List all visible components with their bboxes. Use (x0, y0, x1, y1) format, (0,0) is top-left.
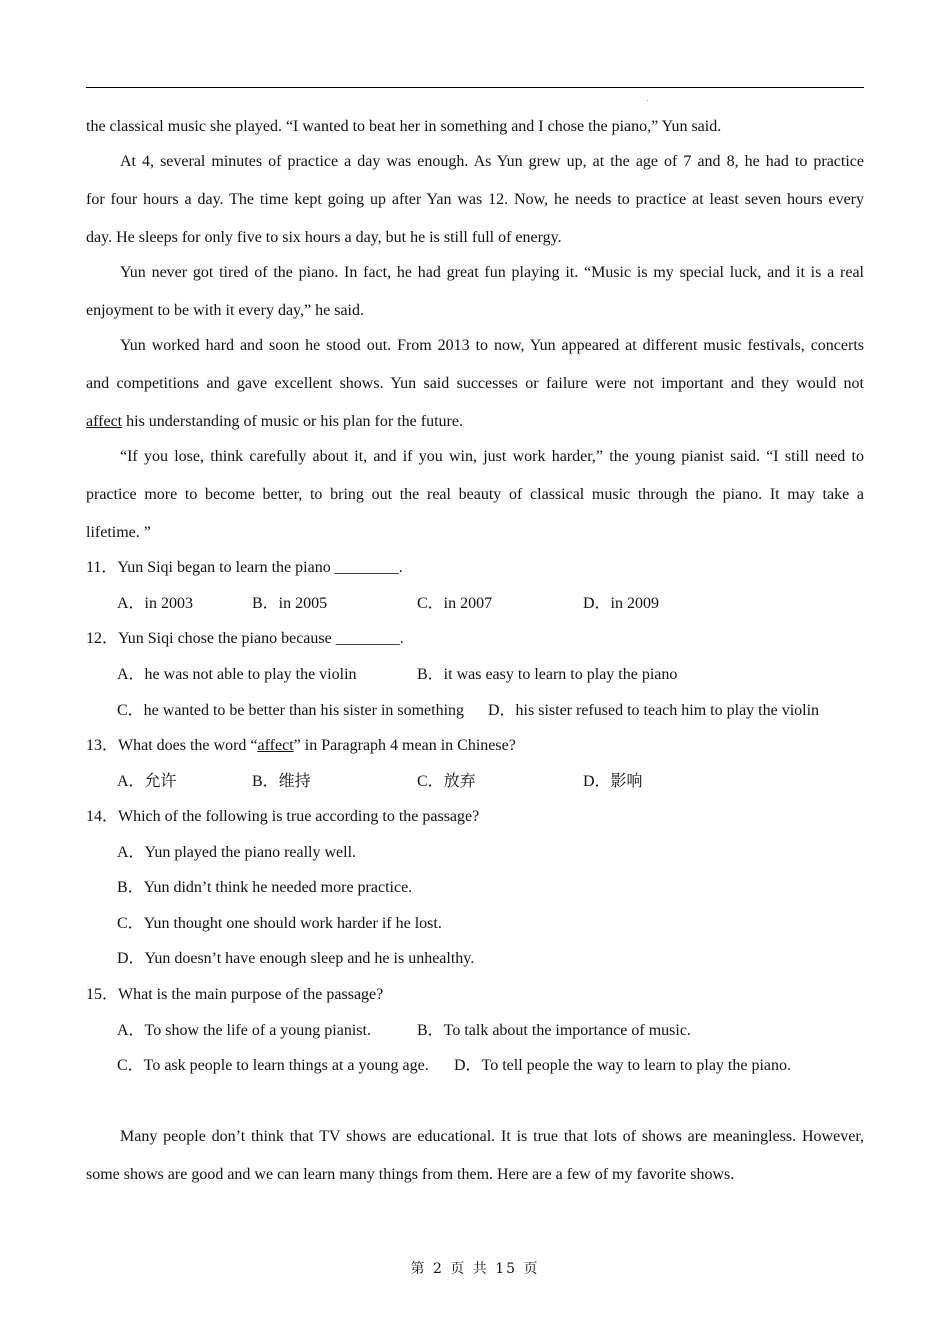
q13-option-c[interactable]: C．放弃 (417, 773, 476, 790)
q15-option-c[interactable]: C．To ask people to learn things at a young age. (117, 1057, 429, 1074)
q11-option-a[interactable]: A．in 2003 (117, 595, 194, 612)
passage-line: for four hours a day. The time kept going up after Yan was 12. Now, he needs to practice at least seven hours every (86, 191, 864, 208)
q11-option-c[interactable]: C．in 2007 (417, 595, 493, 612)
passage-line: “If you lose, think carefully about it, and if you win, just work harder,” the young pianist said. “I still need to (120, 448, 864, 465)
q14-option-b[interactable]: B．Yun didn’t think he needed more practice. (117, 879, 413, 896)
q15-option-d[interactable]: D．To tell people the way to learn to play the piano. (454, 1057, 792, 1074)
passage-line: At 4, several minutes of practice a day was enough. As Yun grew up, at the age of 7 and 8, he had to practice (120, 153, 864, 170)
q13-stem-word: affect (257, 737, 294, 754)
passage-line: lifetime. ” (86, 524, 151, 541)
q12-option-c[interactable]: C．he wanted to be better than his sister in something (117, 702, 465, 719)
q13-option-d[interactable]: D．影响 (583, 773, 643, 790)
q14-option-a[interactable]: A．Yun played the piano really well. (117, 844, 357, 861)
passage-line: Yun never got tired of the piano. In fact, he had great fun playing it. “Music is my special luck, and it is a real (120, 264, 864, 281)
q13-option-b[interactable]: B．维持 (252, 773, 311, 790)
q14-option-d[interactable]: D．Yun doesn’t have enough sleep and he is unhealthy. (117, 950, 475, 967)
passage-line: day. He sleeps for only five to six hours a day, but he is still full of energy. (86, 229, 562, 246)
passage-line: enjoyment to be with it every day,” he said. (86, 302, 364, 319)
q12-option-a[interactable]: A．he was not able to play the violin (117, 666, 357, 683)
question-13 (86, 736, 864, 756)
question-12: 12．Yun Siqi chose the piano because ________. (86, 630, 404, 647)
passage-line: the classical music she played. “I wanted to beat her in something and I chose the piano,” Yun said. (86, 118, 722, 135)
q12-option-d[interactable]: D．his sister refused to teach him to play the violin (488, 702, 820, 719)
page-footer: 第 2 页 共 15 页 (410, 1261, 540, 1277)
q13-stem-post: ” in Paragraph 4 mean in Chinese? (293, 737, 516, 754)
question-11: 11．Yun Siqi began to learn the piano ________. (86, 559, 403, 576)
passage-line: Many people don’t think that TV shows are educational. It is true that lots of shows are meaningless. However, (120, 1128, 864, 1145)
passage-line: practice more to become better, to bring out the real beauty of classical music through the piano. It may take a (86, 486, 864, 503)
q13-stem-pre: 13．What does the word “ (86, 737, 258, 754)
speck (647, 100, 648, 101)
passage-line: and competitions and gave excellent shows. Yun said successes or failure were not important and they would not (86, 375, 864, 392)
q15-option-a[interactable]: A．To show the life of a young pianist. (117, 1022, 371, 1039)
q15-option-b[interactable]: B．To talk about the importance of music. (417, 1022, 691, 1039)
underlined-word: affect (86, 413, 123, 430)
q11-option-d[interactable]: D．in 2009 (583, 595, 660, 612)
passage-line: some shows are good and we can learn many things from them. Here are a few of my favorite shows. (86, 1166, 735, 1183)
q13-option-a[interactable]: A．允许 (117, 773, 177, 790)
q11-option-b[interactable]: B．in 2005 (252, 595, 328, 612)
passage-text: his understanding of music or his plan for the future. (122, 413, 463, 430)
question-14: 14．Which of the following is true according to the passage? (86, 808, 480, 825)
question-15: 15．What is the main purpose of the passage? (86, 986, 384, 1003)
passage-line (86, 412, 864, 432)
passage-line: Yun worked hard and soon he stood out. From 2013 to now, Yun appeared at different music festivals, concerts (120, 337, 864, 354)
q12-option-b[interactable]: B．it was easy to learn to play the piano (417, 666, 678, 683)
header-rule (86, 87, 864, 88)
q14-option-c[interactable]: C．Yun thought one should work harder if he lost. (117, 915, 442, 932)
